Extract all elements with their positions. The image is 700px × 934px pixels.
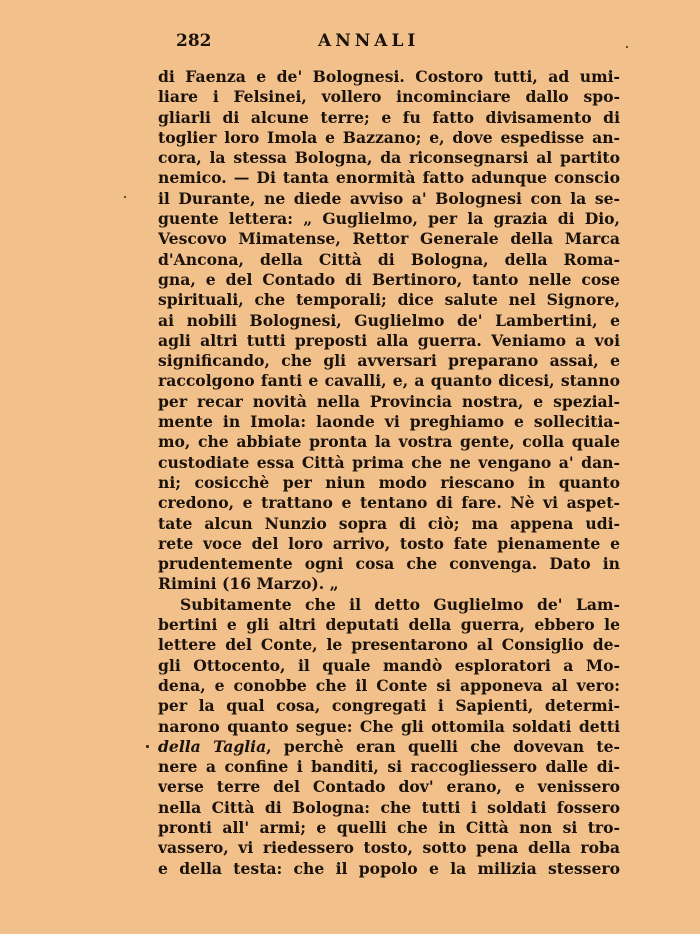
text-line: nemico. — Di tanta enormità fatto adunque conscio (158, 168, 620, 188)
text-line-with-italic: della Taglia, perchè eran quelli che dovevan te- (158, 736, 620, 756)
text-line: narono quanto segue: Che gli ottomila soldati detti (158, 716, 620, 736)
ink-speck (626, 46, 628, 48)
text-line: Vescovo Mimatense, Rettor Generale della Marca (158, 229, 620, 249)
text-line: agli altri tutti preposti alla guerra. Veniamo a voi (158, 330, 620, 350)
text-line: Rimini (16 Marzo). „ (158, 574, 339, 594)
text-line: pronti all' armi; e quelli che in Città non si tro- (158, 817, 620, 837)
text-line: credono, e trattano e tentano di fare. Nè vi aspet- (158, 493, 620, 513)
text-line: gna, e del Contado di Bertinoro, tanto nelle cose (158, 269, 620, 289)
text-line: vassero, vi riedessero tosto, sotto pena della roba (158, 838, 620, 858)
text-line: gliarli di alcune terre; e fu fatto divisamento di (158, 107, 620, 127)
text-line: il Durante, ne diede avviso a' Bolognesi con la se- (158, 188, 620, 208)
text-line: cora, la stessa Bologna, da riconsegnarsi al partito (158, 148, 620, 168)
text-line: verse terre del Contado dov' erano, e venissero (158, 777, 620, 797)
text-line: prudentemente ogni cosa che convenga. Dato in (158, 554, 620, 574)
text-line: toglier loro Imola e Bazzano; e, dove espedisse an- (158, 127, 620, 147)
text-line: e della testa: che il popolo e la milizia stessero (158, 858, 620, 878)
text-line: guente lettera: „ Guglielmo, per la grazia di Dio, (158, 209, 620, 229)
text-line: dena, e conobbe che il Conte si apponeva al vero: (158, 675, 620, 695)
text-line: custodiate essa Città prima che ne vengano a' dan- (158, 452, 620, 472)
text-line: ni; cosicchè per niun modo riescano in quanto (158, 472, 620, 492)
text-line: rete voce del loro arrivo, tosto fate pienamente e (158, 533, 620, 553)
text-line: di Faenza e de' Bolognesi. Costoro tutti, ad umi- (158, 67, 620, 86)
text-line: per la qual cosa, congregati i Sapienti, determi- (158, 696, 620, 716)
body-text (158, 67, 620, 879)
text-line: lettere del Conte, le presentarono al Consiglio de- (158, 635, 620, 655)
text-line: d'Ancona, della Città di Bologna, della Roma- (158, 249, 620, 269)
text-line: significando, che gli avversari preparano assai, e (158, 351, 620, 371)
text-line: ai nobili Bolognesi, Guglielmo de' Lambertini, e (158, 310, 620, 330)
text-line: raccolgono fanti e cavalli, e, a quanto dicesi, stanno (158, 371, 620, 391)
text-line: spirituali, che temporali; dice salute nel Signore, (158, 290, 620, 310)
text-line: mente in Imola: laonde vi preghiamo e sollecitia- (158, 412, 620, 432)
ink-speck (124, 196, 126, 198)
text-line: nella Città di Bologna: che tutti i soldati fossero (158, 797, 620, 817)
ink-speck (146, 745, 149, 748)
paragraph-first-line: Subitamente che il detto Guglielmo de' Lam- (180, 594, 620, 614)
text-line: tate alcun Nunzio sopra di ciò; ma appena udi- (158, 513, 620, 533)
page-number: 282 (176, 31, 212, 51)
text-line: gli Ottocento, il quale mandò esploratori a Mo- (158, 655, 620, 675)
running-head: ANNALI (318, 31, 420, 51)
text-line: nere a confine i banditi, si raccogliessero dalle di- (158, 757, 620, 777)
text-line: bertini e gli altri deputati della guerra, ebbero le (158, 615, 620, 635)
text-line: per recar novità nella Provincia nostra, e spezial- (158, 391, 620, 411)
text-line: mo, che abbiate pronta la vostra gente, colla quale (158, 432, 620, 452)
text-line: liare i Felsinei, vollero incominciare dallo spo- (158, 87, 620, 107)
italic-phrase: della Taglia (158, 736, 267, 756)
